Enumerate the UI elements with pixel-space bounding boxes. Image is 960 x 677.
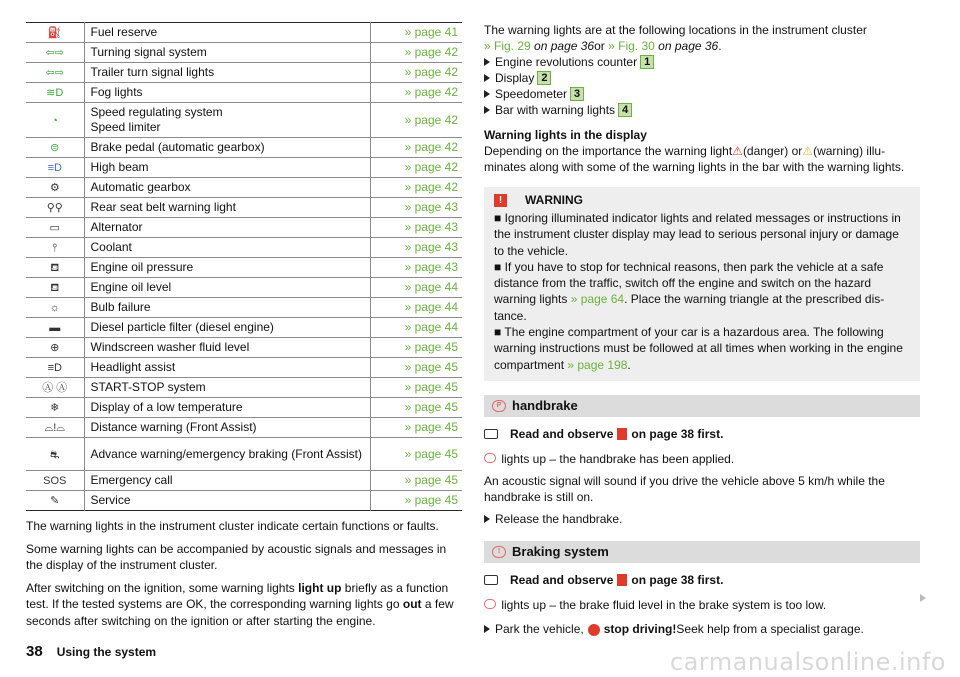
warning-light-description: Service	[84, 491, 370, 511]
table-row	[26, 238, 462, 258]
warning-light-description: Fuel reserve	[84, 23, 370, 43]
low-temperature-icon: ❄	[50, 402, 60, 414]
table-row	[26, 103, 462, 138]
bullet-arrow-icon	[484, 515, 490, 523]
page-footer	[26, 643, 156, 660]
warning-light-description: START-STOP system	[84, 378, 370, 398]
page-reference-link[interactable]: » page 45	[370, 398, 462, 418]
handbrake-acoustic-text: An acoustic signal will sound if you drive the vehicle above 5 km/h while the handbrake is still on.	[484, 473, 885, 504]
table-row	[26, 318, 462, 338]
table-row	[26, 471, 462, 491]
bullet-arrow-icon	[484, 106, 490, 114]
fog-light-icon: ≋D	[46, 87, 64, 99]
handbrake-icon	[484, 453, 496, 463]
bullet-arrow-icon	[484, 90, 490, 98]
page-reference-link[interactable]: » page 42	[370, 178, 462, 198]
fig-29-link[interactable]: » Fig. 29	[484, 39, 531, 53]
warning-box	[484, 187, 920, 381]
page-198-link[interactable]: » page 198	[567, 357, 628, 372]
brake-system-icon	[484, 599, 496, 609]
page-reference-link[interactable]: » page 44	[370, 298, 462, 318]
trailer-turn-signal-icon: ⇦⇨	[45, 67, 64, 79]
warning-light-description: Emergency call	[84, 471, 370, 491]
warning-title: WARNING	[525, 193, 583, 207]
left-column	[26, 22, 462, 635]
alternator-icon: ▭	[49, 222, 60, 234]
table-row	[26, 158, 462, 178]
warning-light-description: Trailer turn signal lights	[84, 63, 370, 83]
location-item: Display 2	[484, 70, 920, 86]
automatic-gearbox-icon: ⚙	[49, 182, 60, 194]
danger-triangle-icon: ⚠	[732, 144, 743, 158]
watermark: carmanualsonline.info	[669, 648, 946, 676]
emergency-braking-icon: ⛐	[50, 448, 60, 461]
page-reference-link[interactable]: » page 43	[370, 238, 462, 258]
warning-bullet-1: ■ Ignoring illuminated indicator lights and related messages or instructions in the instrument cluster display may lead to serious personal injury or damage to the vehicle.	[494, 211, 901, 258]
table-row	[26, 278, 462, 298]
warning-light-description: Headlight assist	[84, 358, 370, 378]
warning-square-icon	[617, 428, 627, 440]
location-list	[484, 54, 920, 118]
page-number: 38	[26, 643, 43, 660]
table-row	[26, 378, 462, 398]
table-row	[26, 138, 462, 158]
braking-action: Park the vehicle, stop driving! Seek help from a specialist garage.	[484, 621, 920, 637]
warning-light-description: Brake pedal (automatic gearbox)	[84, 138, 370, 158]
warning-light-description: Display of a low temperature	[84, 398, 370, 418]
warning-bullet-2: ■ If you have to stop for technical reasons, then park the vehicle at a safe distance from the traffic, switch off the engine and switch on the hazard warning lights » page 64. Place the warning triangle at the prescribed distance.	[494, 259, 885, 323]
page-reference-link[interactable]: » page 42	[370, 103, 462, 138]
fig-30-link[interactable]: » Fig. 30	[608, 39, 655, 53]
table-row	[26, 418, 462, 438]
page-reference-link[interactable]: » page 42	[370, 83, 462, 103]
page-reference-link[interactable]: » page 45	[404, 493, 458, 507]
warning-light-description: Diesel particle filter (diesel engine)	[84, 318, 370, 338]
brake-system-icon: !	[492, 546, 506, 558]
table-row	[26, 298, 462, 318]
table-row	[26, 358, 462, 378]
handbrake-heading: P handbrake	[484, 395, 920, 417]
table-row	[26, 178, 462, 198]
warning-light-description: Distance warning (Front Assist)	[84, 418, 370, 438]
display-heading: Warning lights in the display	[484, 128, 647, 142]
brake-pedal-icon: ⊜	[50, 142, 60, 154]
warning-light-description: Rear seat belt warning light	[84, 198, 370, 218]
bullet-arrow-icon	[484, 74, 490, 82]
handbrake-lights-text: lights up – the handbrake has been applied.	[484, 451, 920, 467]
seat-belt-icon: ⚲⚲	[46, 202, 63, 214]
stop-icon	[588, 624, 600, 636]
page-64-link[interactable]: » page 64	[570, 292, 625, 307]
bullet-arrow-icon	[484, 625, 490, 633]
table-row	[26, 198, 462, 218]
oil-pressure-icon: ⛾	[50, 262, 60, 274]
section-title: Using the system	[56, 645, 157, 659]
table-row	[26, 491, 462, 511]
intro-paragraph-2: Some warning lights can be accompanied by acoustic signals and messages in the display of the instrument cluster.	[26, 541, 447, 572]
left-text	[26, 518, 462, 629]
table-row	[26, 258, 462, 278]
warning-light-description: Fog lights	[84, 83, 370, 103]
headlight-assist-icon: ≡D	[47, 362, 62, 374]
page-reference-link[interactable]: » page 43	[370, 258, 462, 278]
page-reference-link[interactable]: » page 45	[370, 358, 462, 378]
page-reference-link[interactable]: » page 45	[370, 418, 462, 438]
service-icon: ✎	[50, 495, 60, 507]
warning-exclamation-icon: !	[494, 194, 507, 207]
book-icon	[484, 575, 498, 585]
book-icon	[484, 429, 498, 439]
warning-light-description: Engine oil pressure	[84, 258, 370, 278]
oil-level-icon: ⛾	[50, 282, 60, 294]
warning-light-description: Coolant	[84, 238, 370, 258]
warning-light-description: Bulb failure	[84, 298, 370, 318]
warning-square-icon	[617, 574, 627, 586]
warning-light-description: High beam	[84, 158, 370, 178]
warning-light-description: Alternator	[84, 218, 370, 238]
fuel-reserve-icon: ⛽	[47, 27, 62, 39]
page-reference-link[interactable]: » page 45	[370, 378, 462, 398]
diesel-particle-filter-icon: ▬	[49, 322, 61, 334]
start-stop-icon: Ⓐ Ⓐ	[42, 382, 68, 394]
page-reference-link[interactable]: » page 42	[370, 158, 462, 178]
warning-light-description: Automatic gearbox	[84, 178, 370, 198]
warning-light-description: Speed regulating system Speed limiter	[84, 103, 370, 138]
location-item: Bar with warning lights 4	[484, 102, 920, 118]
distance-warning-icon: ⌓!⌓	[44, 422, 65, 434]
warning-light-description: Engine oil level	[84, 278, 370, 298]
table-row	[26, 218, 462, 238]
page-reference-link[interactable]: » page 43	[370, 218, 462, 238]
location-intro: The warning lights are at the following locations in the instrument cluster » Fig. 29 on page 36or » Fig. 30 on page 36.	[484, 23, 867, 53]
table-row	[26, 83, 462, 103]
page-reference-link[interactable]: » page 45	[370, 438, 462, 471]
location-item: Speedometer 3	[484, 86, 920, 102]
table-row	[26, 338, 462, 358]
continue-arrow-icon	[920, 594, 926, 602]
warning-light-description: Advance warning/emergency braking (Front Assist)	[84, 438, 370, 471]
warning-triangle-icon: ⚠	[802, 144, 814, 158]
bullet-arrow-icon	[484, 58, 490, 66]
intro-paragraph-1: The warning lights in the instrument cluster indicate certain functions or faults.	[26, 519, 439, 533]
braking-lights-text: lights up – the brake fluid level in the brake system is too low.	[484, 597, 920, 613]
page-reference-link[interactable]: » page 41	[370, 23, 462, 43]
intro-paragraph-3: After switching on the ignition, some warning lights light up briefly as a function test. If the tested systems are OK, the corresponding warning lights go out a few seconds after switching on the ignition or after starting the engine.	[26, 580, 454, 628]
coolant-icon: ⫯	[52, 242, 58, 254]
location-item: Engine revolutions counter 1	[484, 54, 920, 70]
page-reference-link[interactable]: » page 42	[370, 63, 462, 83]
braking-system-heading: ! Braking system	[484, 541, 920, 563]
washer-fluid-icon: ⊕	[50, 342, 60, 354]
table-row	[26, 438, 462, 471]
handbrake-icon: P	[492, 400, 506, 412]
turn-signal-icon: ⇦⇨	[45, 47, 64, 59]
page-reference-link[interactable]: » page 43	[370, 198, 462, 218]
warning-lights-table	[26, 22, 462, 511]
emergency-call-icon: SOS	[43, 475, 67, 487]
warning-light-description: Windscreen washer fluid level	[84, 338, 370, 358]
warning-bullet-3: ■ The engine compartment of your car is a hazardous area. The following warning instructions must be followed at all times when working in the engine compartment » page 198.	[494, 325, 903, 372]
braking-read-note: Read and observe on page 38 first.	[484, 573, 920, 587]
table-row	[26, 43, 462, 63]
high-beam-icon: ≡D	[47, 162, 62, 174]
display-paragraph: Depending on the importance the warning light⚠(danger) or⚠(warning) illuminates along with some of the warning lights in the bar with the warning lights.	[484, 144, 905, 174]
speed-regulating-icon: ◔	[51, 114, 59, 127]
page-reference-link[interactable]: » page 44	[370, 278, 462, 298]
bulb-failure-icon: ☼	[49, 302, 60, 314]
page-reference-link[interactable]: » page 44	[370, 318, 462, 338]
page-reference-link[interactable]: » page 45	[370, 471, 462, 491]
right-column	[484, 22, 920, 637]
table-row	[26, 398, 462, 418]
page-reference-link[interactable]: » page 42	[370, 43, 462, 63]
table-row	[26, 23, 462, 43]
page-reference-link[interactable]: » page 45	[370, 338, 462, 358]
warning-light-description: Turning signal system	[84, 43, 370, 63]
handbrake-action: Release the handbrake.	[484, 511, 920, 527]
handbrake-read-note: Read and observe on page 38 first.	[484, 427, 920, 441]
table-row	[26, 63, 462, 83]
page-reference-link[interactable]: » page 42	[370, 138, 462, 158]
